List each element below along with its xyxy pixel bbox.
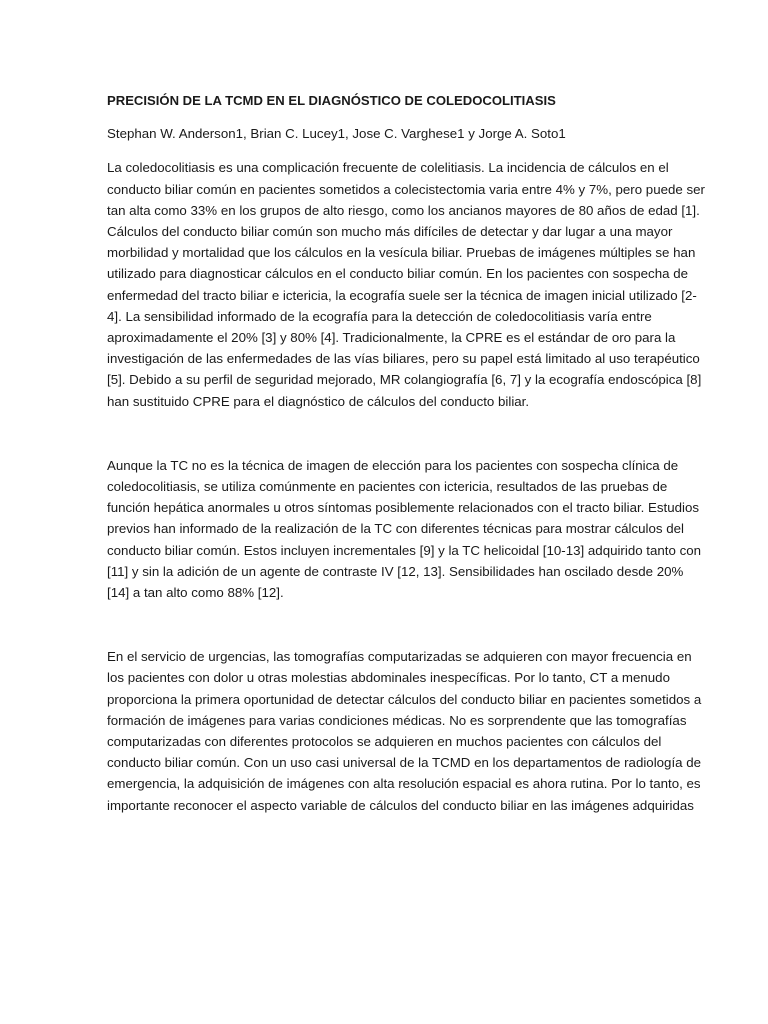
paragraph-3: En el servicio de urgencias, las tomografías computarizadas se adquieren con mayor frecuencia en los pacientes con dolor u otras molestias abdominales inespecíficas. Por lo tanto, CT a menudo proporciona la primera oportunidad de detectar cálculos del conducto biliar en pacientes sometidos a formación de imágenes para varias condiciones médicas. No es sorprendente que las tomografías computarizadas con diferentes protocolos se adquieren en muchos pacientes con cálculos del conducto biliar común. Con un uso casi universal de la TCMD en los departamentos de radiología de emergencia, la adquisición de imágenes con alta resolución espacial es ahora rutina. Por lo tanto, es importante reconocer el aspecto variable de cálculos del conducto biliar en las imágenes adquiridas: [107, 649, 702, 813]
document-authors: Stephan W. Anderson1, Brian C. Lucey1, Jose C. Varghese1 y Jorge A. Soto1: [107, 126, 566, 142]
paragraph-1: La coledocolitiasis es una complicación frecuente de colelitiasis. La incidencia de cálculos en el conducto biliar común en pacientes sometidos a colecistectomia varia entre 4% y 7%, pero puede ser tan alta como 33% en los grupos de alto riesgo, como los ancianos mayores de 80 años de edad [1]. Cálculos del conducto biliar común son mucho más difíciles de detectar y dar lugar a una mayor morbilidad y mortalidad que los cálculos en la vesícula biliar. Pruebas de imágenes múltiples se han utilizado para diagnosticar cálculos en el conducto biliar común. En los pacientes con sospecha de enfermedad del tracto biliar e ictericia, la ecografía suele ser la técnica de imagen inicial utilizado [2-4]. La sensibilidad informado de la ecografía para la detección de coledocolitiasis varía entre aproximadamente el 20% [3] y 80% [4]. Tradicionalmente, la CPRE es el estándar de oro para la investigación de las enfermedades de las vías biliares, pero su papel está limitado al uso terapéutico [5]. Debido a su perfil de seguridad mejorado, MR colangiografía [6, 7] y la ecografía endoscópica [8] han sustituido CPRE para el diagnóstico de cálculos del conducto biliar.: [107, 160, 705, 409]
document-title: PRECISIÓN DE LA TCMD EN EL DIAGNÓSTICO DE COLEDOCOLITIASIS: [107, 93, 556, 108]
paragraph-2: Aunque la TC no es la técnica de imagen de elección para los pacientes con sospecha clínica de coledocolitiasis, se utiliza comúnmente en pacientes con ictericia, resultados de las pruebas de función hepática anormales u otros síntomas posiblemente relacionados con el tracto biliar. Estudios previos han informado de la realización de la TC con diferentes técnicas para mostrar cálculos del conducto biliar común. Estos incluyen incrementales [9] y la TC helicoidal [10-13] adquirido tanto con [11] y sin la adición de un agente de contraste IV [12, 13]. Sensibilidades han oscilado desde 20% [14] a tan alto como 88% [12].: [107, 457, 702, 601]
